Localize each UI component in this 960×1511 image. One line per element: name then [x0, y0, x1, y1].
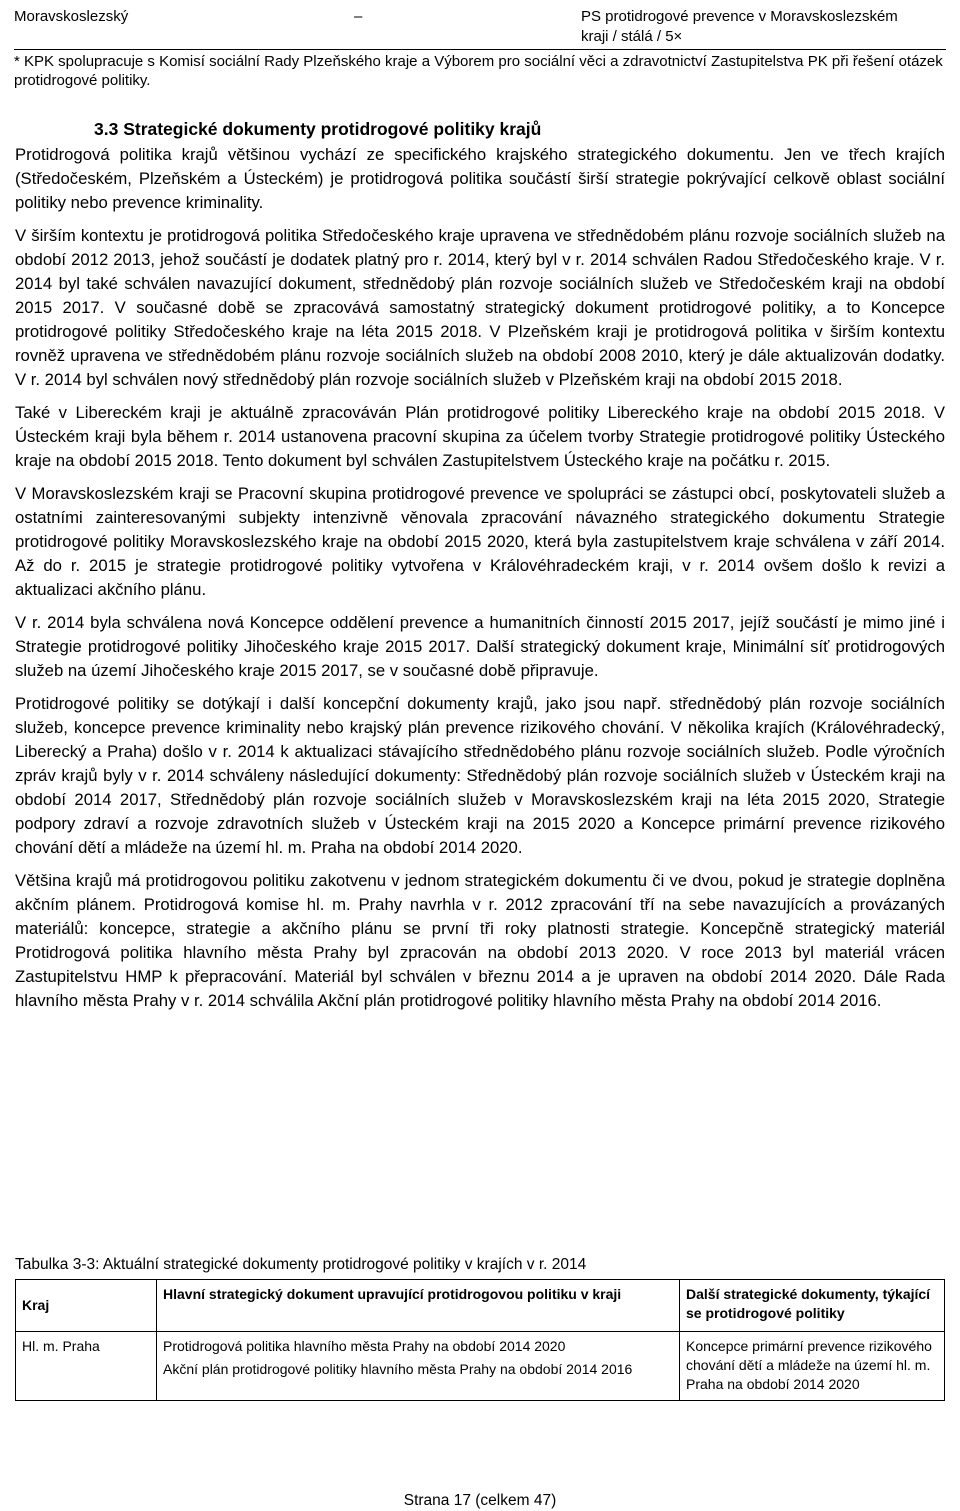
page-number: Strana 17 (celkem 47): [403, 1492, 557, 1509]
header-title-line-2: kraji / stálá / 5×: [581, 28, 683, 45]
cell-main-documents: [157, 1332, 680, 1401]
paragraph: Protidrogové politiky se dotýkají i další koncepční dokumenty krajů, jako jsou např. střednědobý plán rozvoje sociálních služeb, koncepce prevence kriminality nebo krajský plán prevence rizikového chování. V několika krajích (Královéhradecký, Liberecký a Praha) došlo v r. 2014 k aktualizaci stávajícího střednědobého plánu rozvoje sociálních služeb. Podle výročních zpráv krajů byly v r. 2014 schváleny následující dokumenty: Střednědobý plán rozvoje sociálních služeb v Ústeckém kraji na období 2014 2017, Střednědobý plán rozvoje sociálních služeb v Moravskoslezském kraji na léta 2015 2020, Strategie podpory zdraví a rozvoje zdravotních služeb v Ústeckém kraji na 2015 2020 a Koncepce primární prevence rizikového chování dětí a mládeže na území hl. m. Praha na období 2014 2020.: [15, 694, 945, 857]
paragraph: Většina krajů má protidrogovou politiku zakotvenu v jednom strategickém dokumentu či ve dvou, pokud je strategie doplněna akčním plánem. Protidrogová komise hl. m. Prahy navrhla v r. 2012 zpracování tří na sebe navazujících a provázaných materiálů: koncepce, strategie a akčního plánu se první tři roky platnosti strategie. Koncepčně strategický materiál Protidrogová politika hlavního města Prahy byl zpracován na období 2013 2020. V roce 2013 byl materiál vrácen Zastupitelstvu HMP k přepracování. Materiál byl schválen v březnu 2014 a je upraven na období 2014 2020. Dále Rada hlavního města Prahy v r. 2014 schválila Akční plán protidrogové politiky hlavního města Prahy na období 2014 2016.: [15, 871, 945, 1010]
header-rule: [14, 49, 946, 50]
column-header-main-document: Hlavní strategický dokument upravující protidrogovou politiku v kraji: [157, 1280, 680, 1332]
paragraph: V r. 2014 byla schválena nová Koncepce oddělení prevence a humanitních činností 2015 2017, jejíž součástí je mimo jiné i Strategie protidrogové politiky Jihočeského kraje 2015 2017. Další strategický dokument kraje, Minimální síť protidrogových služeb na území Jihočeského kraje 2015 2017, se v současné době připravuje.: [15, 613, 945, 680]
page-header: [0, 0, 960, 50]
cell-other-documents: Koncepce primární prevence rizikového chování dětí a mládeže na území hl. m. Praha na období 2014 2020: [680, 1332, 945, 1401]
header-title-line-1: PS protidrogové prevence v Moravskoslezském: [581, 8, 898, 25]
header-document-title: [581, 7, 941, 47]
column-header-kraj: Kraj: [16, 1280, 157, 1332]
table-header-row: [16, 1280, 945, 1332]
paragraph: V Moravskoslezském kraji se Pracovní skupina protidrogové prevence ve spolupráci se zástupci obcí, poskytovateli služeb a ostatními zainteresovanými subjekty intenzivně věnovala zpracování návazného strategického dokumentu Strategie protidrogové politiky Moravskoslezského kraje na období 2015 2020, která byla zastupitelstvem kraje schválena v září 2014. Až do r. 2015 je strategie protidrogové politiky vytvořena v Královéhradeckém kraji, v r. 2014 ovšem došlo k revizi a aktualizaci akčního plánu.: [15, 484, 945, 599]
header-separator: –: [354, 8, 363, 25]
main-document-item: Akční plán protidrogové politiky hlavního města Prahy na období 2014 2016: [163, 1361, 633, 1377]
table-row: [16, 1332, 945, 1401]
header-region-name: Moravskoslezský: [14, 8, 129, 25]
paragraph: Také v Libereckém kraji je aktuálně zpracováván Plán protidrogové politiky Libereckého kraje na období 2015 2018. V Ústeckém kraji byla během r. 2014 ustanovena pracovní skupina za účelem tvorby Strategie protidrogové politiky Ústeckého kraje na období 2015 2018. Tento dokument byl schválen Zastupitelstvem Ústeckého kraje na počátku r. 2015.: [15, 403, 945, 470]
body-text: [15, 143, 945, 1022]
cell-kraj: Hl. m. Praha: [16, 1332, 157, 1401]
paragraph: V širším kontextu je protidrogová politika Středočeského kraje upravena ve střednědobém plánu rozvoje sociálních služeb na období 2012 2013, jehož součástí je dodatek platný pro r. 2014, který byl v r. 2014 schválen Radou Středočeského kraje. V r. 2014 byl také schválen navazující dokument, střednědobý plán rozvoje sociálních služeb ve Středočeském kraji na období 2015 2017. V současné době se zpracovává samostatný strategický dokument protidrogové politiky, a to Koncepce protidrogové politiky Středočeského kraje na léta 2015 2018. V Plzeňském kraji je protidrogová politika v širším kontextu rovněž upravena ve střednědobém plánu rozvoje sociálních služeb na období 2008 2010, který je dále aktualizován dodatky. V r. 2014 byl schválen nový střednědobý plán rozvoje sociálních služeb v Plzeňském kraji na období 2015 2018.: [15, 226, 945, 389]
column-header-other-documents: Další strategické dokumenty, týkající se protidrogové politiky: [680, 1280, 945, 1332]
main-document-item: Protidrogová politika hlavního města Prahy na období 2014 2020: [163, 1338, 566, 1354]
table-caption: Tabulka 3-3: Aktuální strategické dokumenty protidrogové politiky v krajích v r. 2014: [15, 1256, 587, 1273]
section-title: 3.3 Strategické dokumenty protidrogové politiky krajů: [94, 119, 542, 139]
paragraph: Protidrogová politika krajů většinou vychází ze specifického krajského strategického dokumentu. Jen ve třech krajích (Středočeském, Plzeňském a Ústeckém) je protidrogová politika součástí širší strategie pokrývající celkově oblast sociální politiky nebo prevence kriminality.: [15, 145, 945, 212]
strategic-documents-table: [15, 1279, 945, 1401]
footnote-kpk: * KPK spolupracuje s Komisí sociální Rady Plzeňského kraje a Výborem pro sociální věci a zdravotnictví Zastupitelstva PK při řešení otázek protidrogové politiky.: [14, 53, 943, 89]
